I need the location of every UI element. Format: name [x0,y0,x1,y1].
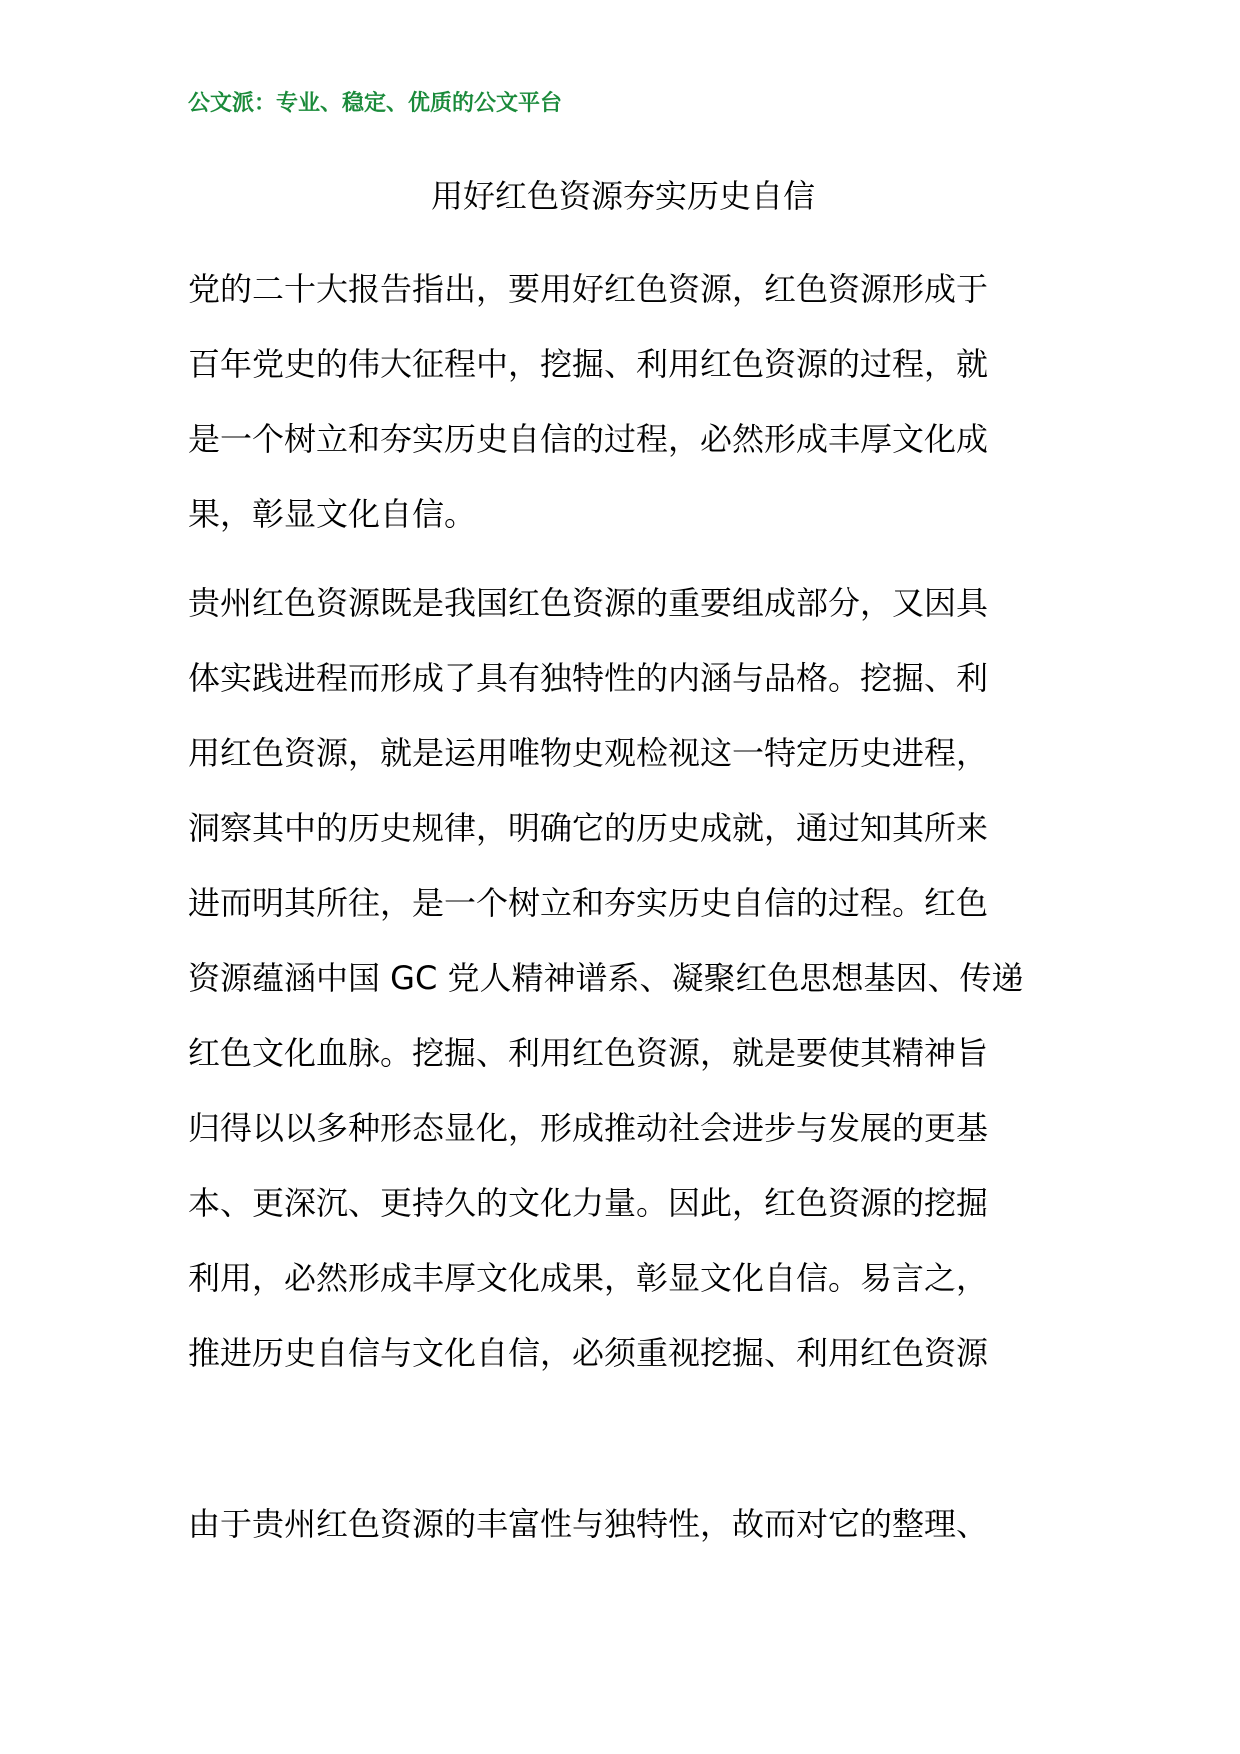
paragraph-line: 洞察其中的历史规律，明确它的历史成就，通过知其所来 [188,809,989,847]
header-banner: 公文派：专业、稳定、优质的公文平台 [188,91,563,116]
paragraph-line: 归得以以多种形态显化，形成推动社会进步与发展的更基 [188,1109,989,1147]
paragraph-line: 体实践进程而形成了具有独特性的内涵与品格。挖掘、利 [188,659,989,697]
paragraph-line: 是一个树立和夯实历史自信的过程，必然形成丰厚文化成 [188,420,989,458]
paragraph-line: 推进历史自信与文化自信，必须重视挖掘、利用红色资源 [188,1334,989,1372]
paragraph-line: 进而明其所往，是一个树立和夯实历史自信的过程。红色 [188,884,989,922]
paragraph-line: 由于贵州红色资源的丰富性与独特性，故而对它的整理、 [188,1505,989,1543]
paragraph-line: 利用，必然形成丰厚文化成果，彰显文化自信。易言之， [188,1259,989,1297]
paragraph-1 [188,252,1068,552]
document-title: 用好红色资源夯实历史自信 [430,177,815,215]
paragraph-line: 红色文化血脉。挖掘、利用红色资源，就是要使其精神旨 [188,1034,989,1072]
paragraph-3 [188,1487,1068,1562]
paragraph-line: 本、更深沉、更持久的文化力量。因此，红色资源的挖掘 [188,1184,989,1222]
paragraph-line: 党的二十大报告指出，要用好红色资源，红色资源形成于 [188,270,989,308]
paragraph-2 [188,566,1068,1391]
paragraph-line: 贵州红色资源既是我国红色资源的重要组成部分，又因具 [188,584,989,622]
paragraph-line: 用红色资源，就是运用唯物史观检视这一特定历史进程， [188,734,989,772]
paragraph-line: 资源蕴涵中国 GC 党人精神谱系、凝聚红色思想基因、传递 [188,959,1024,997]
paragraph-line: 百年党史的伟大征程中，挖掘、利用红色资源的过程，就 [188,345,989,383]
paragraph-line: 果，彰显文化自信。 [188,495,477,533]
